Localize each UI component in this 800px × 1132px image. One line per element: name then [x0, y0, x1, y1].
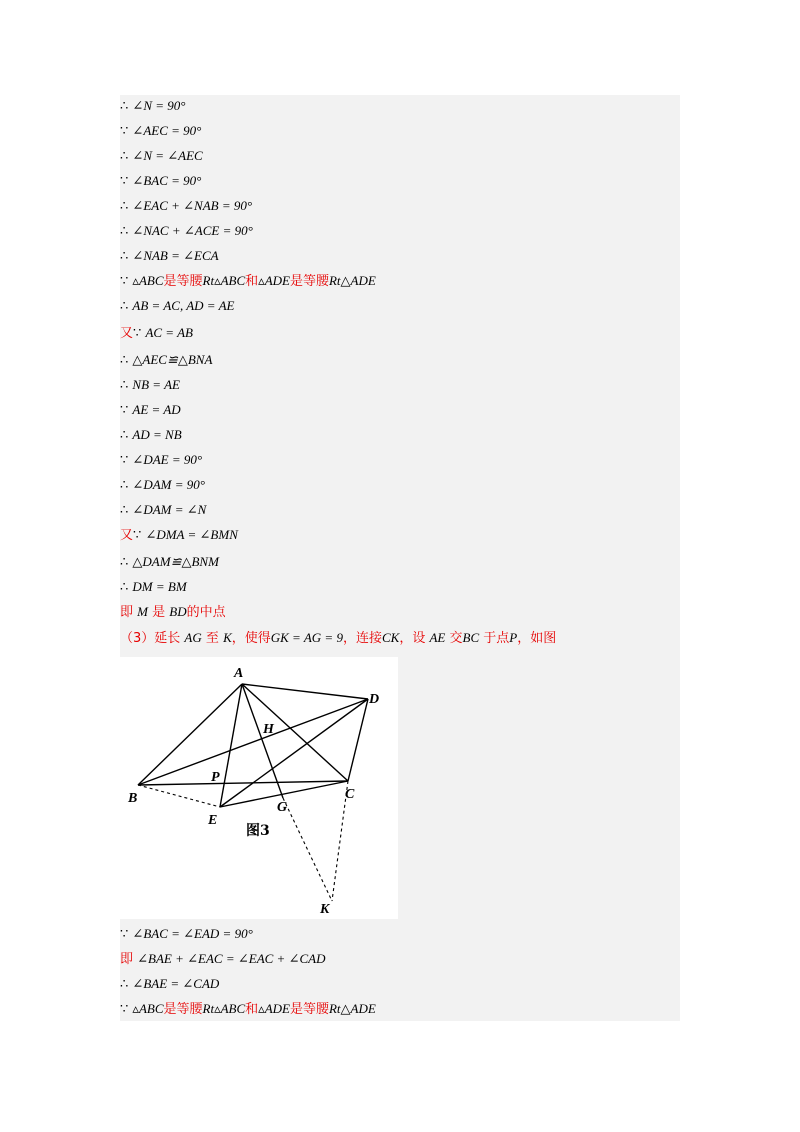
- therefore-symbol: ∴: [120, 249, 129, 264]
- point-label-P: P: [211, 770, 220, 785]
- chinese-text: 即: [120, 605, 134, 620]
- chinese-text: 至: [205, 631, 219, 646]
- again-line: [120, 526, 238, 545]
- segment-AD: [242, 684, 368, 699]
- point-label-A: A: [234, 666, 244, 681]
- math-expression: ▵ADE: [258, 1001, 290, 1016]
- proof-line: [120, 925, 253, 944]
- math-expression: AE = AD: [132, 402, 181, 417]
- proof-line: [120, 197, 252, 216]
- math-expression: P: [509, 630, 518, 645]
- midpoint-line: [120, 603, 226, 622]
- math-expression: ∠NAB = ∠ECA: [132, 248, 219, 263]
- isosceles-line: [120, 272, 376, 291]
- because-symbol: ∵: [120, 1002, 129, 1017]
- isosceles-line: [120, 1000, 376, 1019]
- proof-line: [120, 501, 206, 520]
- therefore-symbol: ∴: [120, 503, 129, 518]
- dashed-segment-GK: [283, 798, 332, 901]
- chinese-text: ，使得: [231, 631, 271, 646]
- proof-line: [120, 222, 253, 241]
- because-symbol: ∵: [133, 326, 142, 341]
- math-expression: AC = AB: [145, 325, 193, 340]
- proof-line: [120, 553, 219, 572]
- because-symbol: ∵: [120, 403, 129, 418]
- math-expression: AE: [429, 630, 446, 645]
- therefore-symbol: ∴: [120, 149, 129, 164]
- proof-line: [120, 426, 182, 445]
- therefore-symbol: ∴: [120, 99, 129, 114]
- proof-line: [120, 172, 201, 191]
- math-expression: AB = AC, AD = AE: [132, 298, 235, 313]
- point-label-E: E: [208, 813, 218, 828]
- math-expression: DM = BM: [132, 579, 187, 594]
- math-expression: ∠DAM = ∠N: [132, 502, 207, 517]
- math-expression: CK: [381, 630, 400, 645]
- chinese-text: 是等腰: [289, 274, 329, 289]
- chinese-text: 即: [120, 952, 134, 967]
- math-expression: AG: [184, 630, 202, 645]
- point-label-D: D: [369, 692, 380, 707]
- math-expression: ∠BAE = ∠CAD: [132, 976, 220, 991]
- because-symbol: ∵: [120, 274, 129, 289]
- math-expression: ∠DAM = 90°: [132, 477, 205, 492]
- proof-line: [120, 476, 205, 495]
- math-expression: M: [137, 604, 148, 619]
- proof-line: [120, 578, 187, 597]
- math-expression: △DAM≌△BNM: [132, 554, 219, 569]
- part3-line: [120, 629, 556, 648]
- because-symbol: ∵: [120, 124, 129, 139]
- math-expression: ∠EAC + ∠NAB = 90°: [132, 198, 253, 213]
- chinese-text: 的中点: [186, 605, 226, 620]
- dashed-segment-BE: [138, 785, 220, 807]
- proof-line: [120, 376, 180, 395]
- because-symbol: ∵: [120, 174, 129, 189]
- math-expression: Rt▵ABC: [202, 1001, 246, 1016]
- proof-line: [120, 247, 219, 266]
- math-expression: BD: [169, 604, 187, 619]
- math-expression: ∠BAC = 90°: [132, 173, 202, 188]
- math-expression: ▵ABC: [132, 273, 164, 288]
- geometry-diagram: [120, 657, 398, 919]
- chinese-text: （3）延长: [120, 631, 181, 646]
- chinese-text: 是等腰: [163, 1002, 203, 1017]
- math-expression: Rt△ADE: [328, 1001, 376, 1016]
- proof-line: [120, 147, 203, 166]
- chinese-text: 交: [449, 631, 463, 646]
- because-symbol: ∵: [120, 453, 129, 468]
- chinese-text: ，设: [399, 631, 426, 646]
- chinese-text: 是等腰: [163, 274, 203, 289]
- proof-line: [120, 401, 181, 420]
- point-label-H: H: [263, 722, 274, 737]
- proof-line: [120, 122, 201, 141]
- math-expression: BC: [462, 630, 480, 645]
- chinese-text: 和: [245, 274, 259, 289]
- math-expression: ∠AEC = 90°: [132, 123, 202, 138]
- math-expression: ∠N = ∠AEC: [132, 148, 203, 163]
- chinese-text: 是等腰: [289, 1002, 329, 1017]
- segment-BC: [138, 781, 348, 785]
- math-expression: ▵ADE: [258, 273, 290, 288]
- math-expression: Rt▵ABC: [202, 273, 246, 288]
- segment-AC: [242, 684, 348, 781]
- therefore-symbol: ∴: [120, 977, 129, 992]
- chinese-text: ，如图: [517, 631, 557, 646]
- therefore-symbol: ∴: [120, 428, 129, 443]
- figure-caption: 图3: [246, 823, 270, 839]
- math-expression: ∠BAC = ∠EAD = 90°: [132, 926, 253, 941]
- point-label-C: C: [345, 787, 355, 802]
- segment-AG: [242, 684, 283, 798]
- chinese-text: 于点: [483, 631, 510, 646]
- proof-line: [120, 950, 325, 969]
- therefore-symbol: ∴: [120, 224, 129, 239]
- math-expression: NB = AE: [132, 377, 180, 392]
- math-expression: GK = AG = 9: [270, 630, 343, 645]
- therefore-symbol: ∴: [120, 299, 129, 314]
- math-expression: Rt△ADE: [328, 273, 376, 288]
- therefore-symbol: ∴: [120, 353, 129, 368]
- therefore-symbol: ∴: [120, 555, 129, 570]
- chinese-text: 又: [120, 528, 134, 543]
- math-expression: ▵ABC: [132, 1001, 164, 1016]
- therefore-symbol: ∴: [120, 580, 129, 595]
- point-label-K: K: [320, 902, 330, 917]
- math-expression: ∠DMA = ∠BMN: [145, 527, 238, 542]
- chinese-text: 又: [120, 326, 134, 341]
- chinese-text: ，连接: [342, 631, 382, 646]
- segment-BD: [138, 699, 368, 785]
- proof-line: [120, 297, 234, 316]
- therefore-symbol: ∴: [120, 478, 129, 493]
- point-label-B: B: [128, 791, 138, 806]
- proof-line: [120, 97, 185, 116]
- proof-line: [120, 975, 219, 994]
- proof-line: [120, 451, 202, 470]
- because-symbol: ∵: [133, 528, 142, 543]
- math-expression: △AEC≌△BNA: [132, 352, 213, 367]
- again-line: [120, 324, 193, 343]
- therefore-symbol: ∴: [120, 378, 129, 393]
- math-expression: ∠NAC + ∠ACE = 90°: [132, 223, 253, 238]
- chinese-text: 是: [152, 605, 166, 620]
- math-expression: ∠DAE = 90°: [132, 452, 203, 467]
- because-symbol: ∵: [120, 927, 129, 942]
- math-expression: AD = NB: [132, 427, 182, 442]
- geometry-figure: [120, 657, 398, 919]
- proof-line: [120, 351, 212, 370]
- therefore-symbol: ∴: [120, 199, 129, 214]
- solution-panel: [120, 95, 680, 1021]
- chinese-text: 和: [245, 1002, 259, 1017]
- math-expression: ∠BAE + ∠EAC = ∠EAC + ∠CAD: [137, 951, 326, 966]
- math-expression: K: [223, 630, 232, 645]
- math-expression: ∠N = 90°: [132, 98, 186, 113]
- point-label-G: G: [277, 800, 288, 815]
